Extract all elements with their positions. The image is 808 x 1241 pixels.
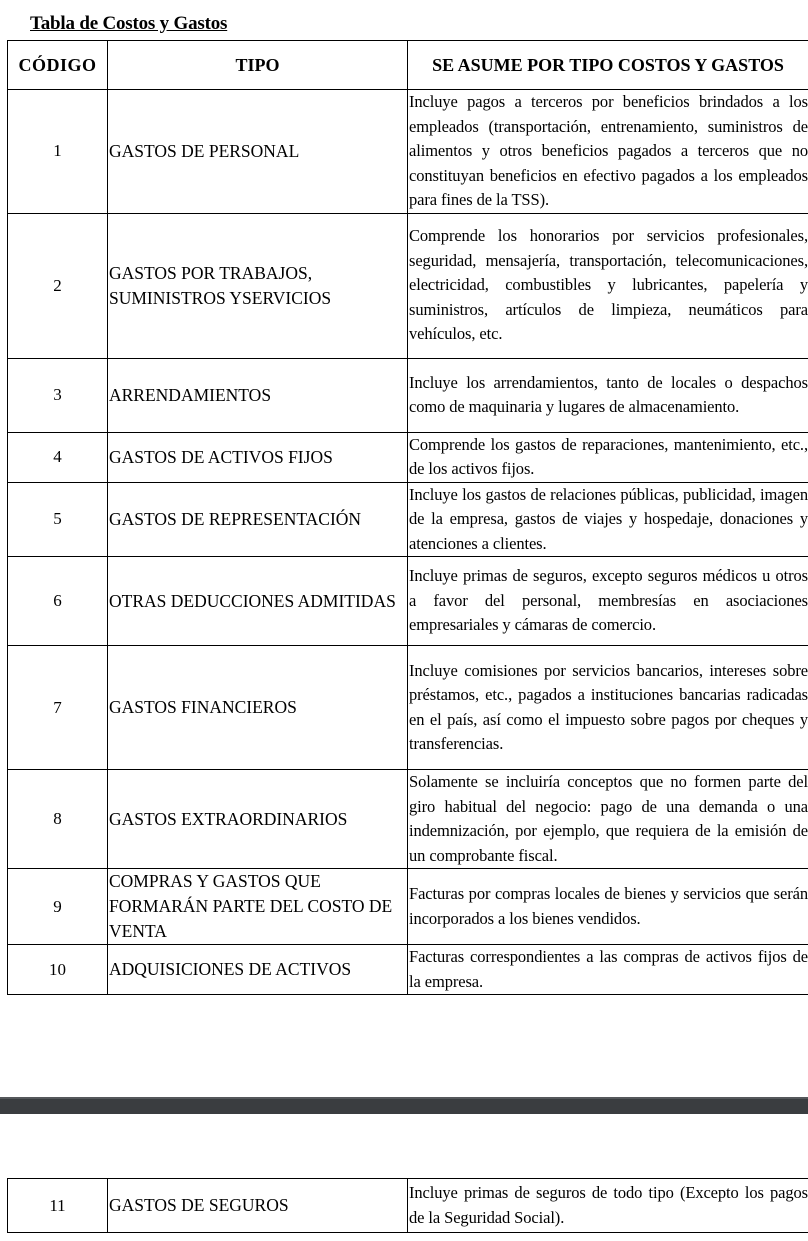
table-row [8,557,808,646]
row-code: 5 [8,482,108,557]
row-code: 2 [8,213,108,358]
row-code: 1 [8,90,108,214]
table-row [8,945,808,995]
table-header-row [8,41,808,90]
row-type: GASTOS DE REPRESENTACIÓN [108,482,408,557]
page-break-divider [0,1097,808,1114]
header-description: SE ASUME POR TIPO COSTOS Y GASTOS [408,41,808,90]
header-code: CÓDIGO [8,41,108,90]
header-type: TIPO [108,41,408,90]
table-row [8,358,808,432]
table-row [8,213,808,358]
row-type: GASTOS DE ACTIVOS FIJOS [108,432,408,482]
row-code: 8 [8,770,108,869]
row-type: GASTOS EXTRAORDINARIOS [108,770,408,869]
table-row [8,869,808,945]
costs-table [7,40,808,995]
row-type: COMPRAS Y GASTOS QUE FORMARÁN PARTE DEL COSTO DE VENTA [108,869,408,945]
row-description: Comprende los gastos de reparaciones, mantenimiento, etc., de los activos fijos. [408,432,808,482]
row-type: GASTOS POR TRABAJOS, SUMINISTROS YSERVICIOS [108,213,408,358]
row-description: Incluye pagos a terceros por beneficios brindados a los empleados (transportación, entrenamiento, suministros de alimentos y otros beneficios pagados a terceros que no constituyan beneficios en efectivo pagados a los empleados para fines de la TSS). [408,90,808,214]
table-row [8,646,808,770]
row-type: ARRENDAMIENTOS [108,358,408,432]
page-title: Tabla de Costos y Gastos [30,13,228,34]
row-description: Incluye los arrendamientos, tanto de locales o despachos como de maquinaria y lugares de almacenamiento. [408,358,808,432]
row-description: Facturas por compras locales de bienes y servicios que serán incorporados a los bienes vendidos. [408,869,808,945]
costs-table-continued [7,1178,808,1233]
row-description: Incluye comisiones por servicios bancarios, intereses sobre préstamos, etc., pagados a instituciones bancarias radicadas en el país, así como el impuesto sobre pagos por cheques y transferencias. [408,646,808,770]
row-code: 9 [8,869,108,945]
row-code: 3 [8,358,108,432]
row-description: Comprende los honorarios por servicios profesionales, seguridad, mensajería, transportación, telecomunicaciones, electricidad, combustibles y lubricantes, papelería y suministros, artículos de limpieza, neumáticos para vehículos, etc. [408,213,808,358]
row-code: 6 [8,557,108,646]
row-type: GASTOS DE PERSONAL [108,90,408,214]
row-description: Incluye primas de seguros de todo tipo (Excepto los pagos de la Seguridad Social). [408,1179,808,1233]
row-description: Solamente se incluiría conceptos que no formen parte del giro habitual del negocio: pago de una demanda o una indemnización, por ejemplo, que requiera de la emisión de un comprobante fiscal. [408,770,808,869]
table-row [8,1179,808,1233]
table-row [8,432,808,482]
row-description: Facturas correspondientes a las compras de activos fijos de la empresa. [408,945,808,995]
row-type: OTRAS DEDUCCIONES ADMITIDAS [108,557,408,646]
table-row [8,770,808,869]
row-description: Incluye primas de seguros, excepto seguros médicos u otros a favor del personal, membresías en asociaciones empresariales y cámaras de comercio. [408,557,808,646]
row-code: 7 [8,646,108,770]
row-type: GASTOS FINANCIEROS [108,646,408,770]
table-row [8,90,808,214]
row-code: 10 [8,945,108,995]
table-row [8,482,808,557]
row-code: 11 [8,1179,108,1233]
row-description: Incluye los gastos de relaciones públicas, publicidad, imagen de la empresa, gastos de viajes y hospedaje, donaciones y atenciones a clientes. [408,482,808,557]
row-type: GASTOS DE SEGUROS [108,1179,408,1233]
row-type: ADQUISICIONES DE ACTIVOS [108,945,408,995]
row-code: 4 [8,432,108,482]
